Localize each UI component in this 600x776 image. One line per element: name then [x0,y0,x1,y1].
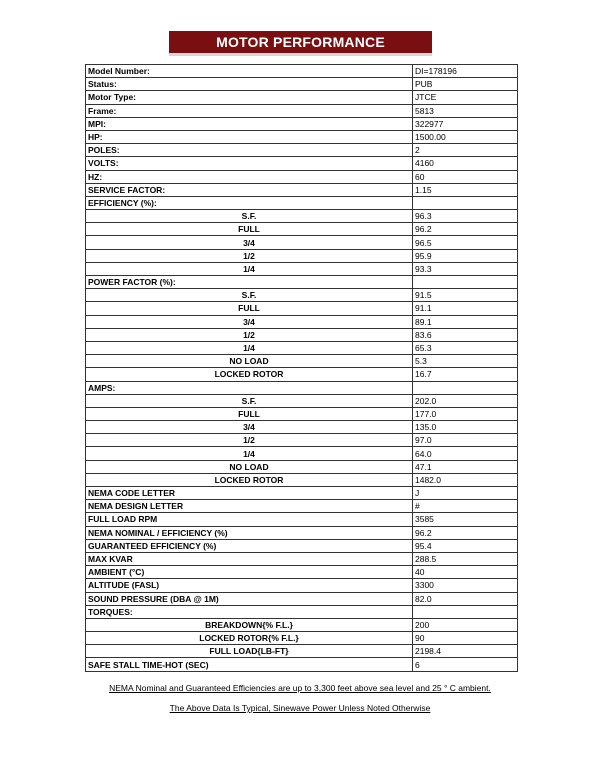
row-value: 60 [413,170,518,183]
row-label: S.F. [86,210,413,223]
row-value: 200 [413,618,518,631]
row-value: 83.6 [413,328,518,341]
row-label: 1/2 [86,434,413,447]
row-value: 91.5 [413,289,518,302]
table-row [86,91,518,104]
table-row [86,579,518,592]
row-label: 3/4 [86,236,413,249]
table-row [86,315,518,328]
row-label: ALTITUDE (FASL) [86,579,413,592]
row-label: 1/2 [86,328,413,341]
row-label: BREAKDOWN{% F.L.} [86,618,413,631]
table-row [86,513,518,526]
table-row [86,262,518,275]
row-label: POLES: [86,144,413,157]
row-value: 93.3 [413,262,518,275]
row-label: NO LOAD [86,355,413,368]
table-row [86,210,518,223]
table-row [86,144,518,157]
row-value: J [413,487,518,500]
row-label: FULL [86,302,413,315]
row-label: SOUND PRESSURE (DBA @ 1M) [86,592,413,605]
row-label: HP: [86,130,413,143]
table-row [86,487,518,500]
row-label: AMPS: [86,381,413,394]
row-label: LOCKED ROTOR [86,473,413,486]
table-row [86,526,518,539]
efficiency-note: NEMA Nominal and Guaranteed Efficiencies are up to 3,300 feet above sea level and 25 ° C ambient. [109,683,491,693]
table-row [86,170,518,183]
row-value: 47.1 [413,460,518,473]
row-label: GUARANTEED EFFICIENCY (%) [86,539,413,552]
row-label: POWER FACTOR (%): [86,276,413,289]
row-label: S.F. [86,289,413,302]
row-value: PUB [413,78,518,91]
table-row [86,117,518,130]
table-row [86,223,518,236]
row-label: TORQUES: [86,605,413,618]
table-row [86,196,518,209]
row-value: JTCE [413,91,518,104]
row-value: 177.0 [413,407,518,420]
row-label: 1/2 [86,249,413,262]
table-row [86,592,518,605]
row-label: SERVICE FACTOR: [86,183,413,196]
row-label: NO LOAD [86,460,413,473]
table-row [86,368,518,381]
row-value: DI=178196 [413,65,518,78]
table-row [86,381,518,394]
table-row [86,632,518,645]
table-row [86,183,518,196]
row-label: LOCKED ROTOR{% F.L.} [86,632,413,645]
row-value: 90 [413,632,518,645]
row-label: EFFICIENCY (%): [86,196,413,209]
table-row [86,104,518,117]
row-value: 96.5 [413,236,518,249]
row-value: 95.9 [413,249,518,262]
table-row [86,328,518,341]
row-label: 1/4 [86,341,413,354]
table-row [86,539,518,552]
row-value: 2198.4 [413,645,518,658]
table-row [86,500,518,513]
row-label: VOLTS: [86,157,413,170]
row-label: NEMA CODE LETTER [86,487,413,500]
row-value: 1.15 [413,183,518,196]
row-value: 96.2 [413,526,518,539]
table-row [86,276,518,289]
row-label: AMBIENT (°C) [86,566,413,579]
table-row [86,460,518,473]
row-value: 91.1 [413,302,518,315]
row-value [413,196,518,209]
row-value: 322977 [413,117,518,130]
table-row [86,289,518,302]
row-value: 96.2 [413,223,518,236]
table-row [86,130,518,143]
table-row [86,421,518,434]
row-value: 6 [413,658,518,671]
row-label: FULL LOAD{LB-FT} [86,645,413,658]
row-label: HZ: [86,170,413,183]
table-row [86,434,518,447]
table-row [86,355,518,368]
typical-data-note: The Above Data Is Typical, Sinewave Power Unless Noted Otherwise [169,703,431,713]
table-row [86,157,518,170]
row-label: Motor Type: [86,91,413,104]
row-value: 82.0 [413,592,518,605]
row-value: 135.0 [413,421,518,434]
row-value: 3585 [413,513,518,526]
row-value [413,605,518,618]
row-value: 40 [413,566,518,579]
table-row [86,552,518,565]
row-value: # [413,500,518,513]
table-row [86,618,518,631]
row-value: 97.0 [413,434,518,447]
page-title: MOTOR PERFORMANCE [216,34,385,50]
table-row [86,407,518,420]
row-label: 3/4 [86,421,413,434]
row-label: Status: [86,78,413,91]
motor-performance-table [85,64,518,672]
table-row [86,236,518,249]
row-value: 65.3 [413,341,518,354]
row-value: 64.0 [413,447,518,460]
row-label: 1/4 [86,262,413,275]
table-row [86,394,518,407]
row-label: NEMA DESIGN LETTER [86,500,413,513]
row-label: MPI: [86,117,413,130]
row-value: 4160 [413,157,518,170]
row-value: 1500.00 [413,130,518,143]
table-row [86,645,518,658]
row-value: 1482.0 [413,473,518,486]
row-value: 89.1 [413,315,518,328]
row-label: NEMA NOMINAL / EFFICIENCY (%) [86,526,413,539]
row-label: Model Number: [86,65,413,78]
table-row [86,605,518,618]
table-row [86,302,518,315]
row-label: LOCKED ROTOR [86,368,413,381]
row-label: S.F. [86,394,413,407]
table-row [86,566,518,579]
page-title-banner [169,31,432,56]
spec-table-body [86,65,518,672]
row-value [413,381,518,394]
table-row [86,447,518,460]
row-value: 288.5 [413,552,518,565]
table-row [86,658,518,671]
row-label: MAX KVAR [86,552,413,565]
row-label: FULL [86,407,413,420]
row-value: 16.7 [413,368,518,381]
row-label: FULL LOAD RPM [86,513,413,526]
table-row [86,473,518,486]
table-row [86,249,518,262]
table-row [86,65,518,78]
table-row [86,78,518,91]
row-value: 2 [413,144,518,157]
row-label: 1/4 [86,447,413,460]
row-value: 95.4 [413,539,518,552]
row-value: 3300 [413,579,518,592]
table-row [86,341,518,354]
row-label: SAFE STALL TIME-HOT (SEC) [86,658,413,671]
row-value: 5813 [413,104,518,117]
row-label: Frame: [86,104,413,117]
row-value: 5.3 [413,355,518,368]
row-value [413,276,518,289]
row-label: FULL [86,223,413,236]
row-label: 3/4 [86,315,413,328]
row-value: 202.0 [413,394,518,407]
row-value: 96.3 [413,210,518,223]
